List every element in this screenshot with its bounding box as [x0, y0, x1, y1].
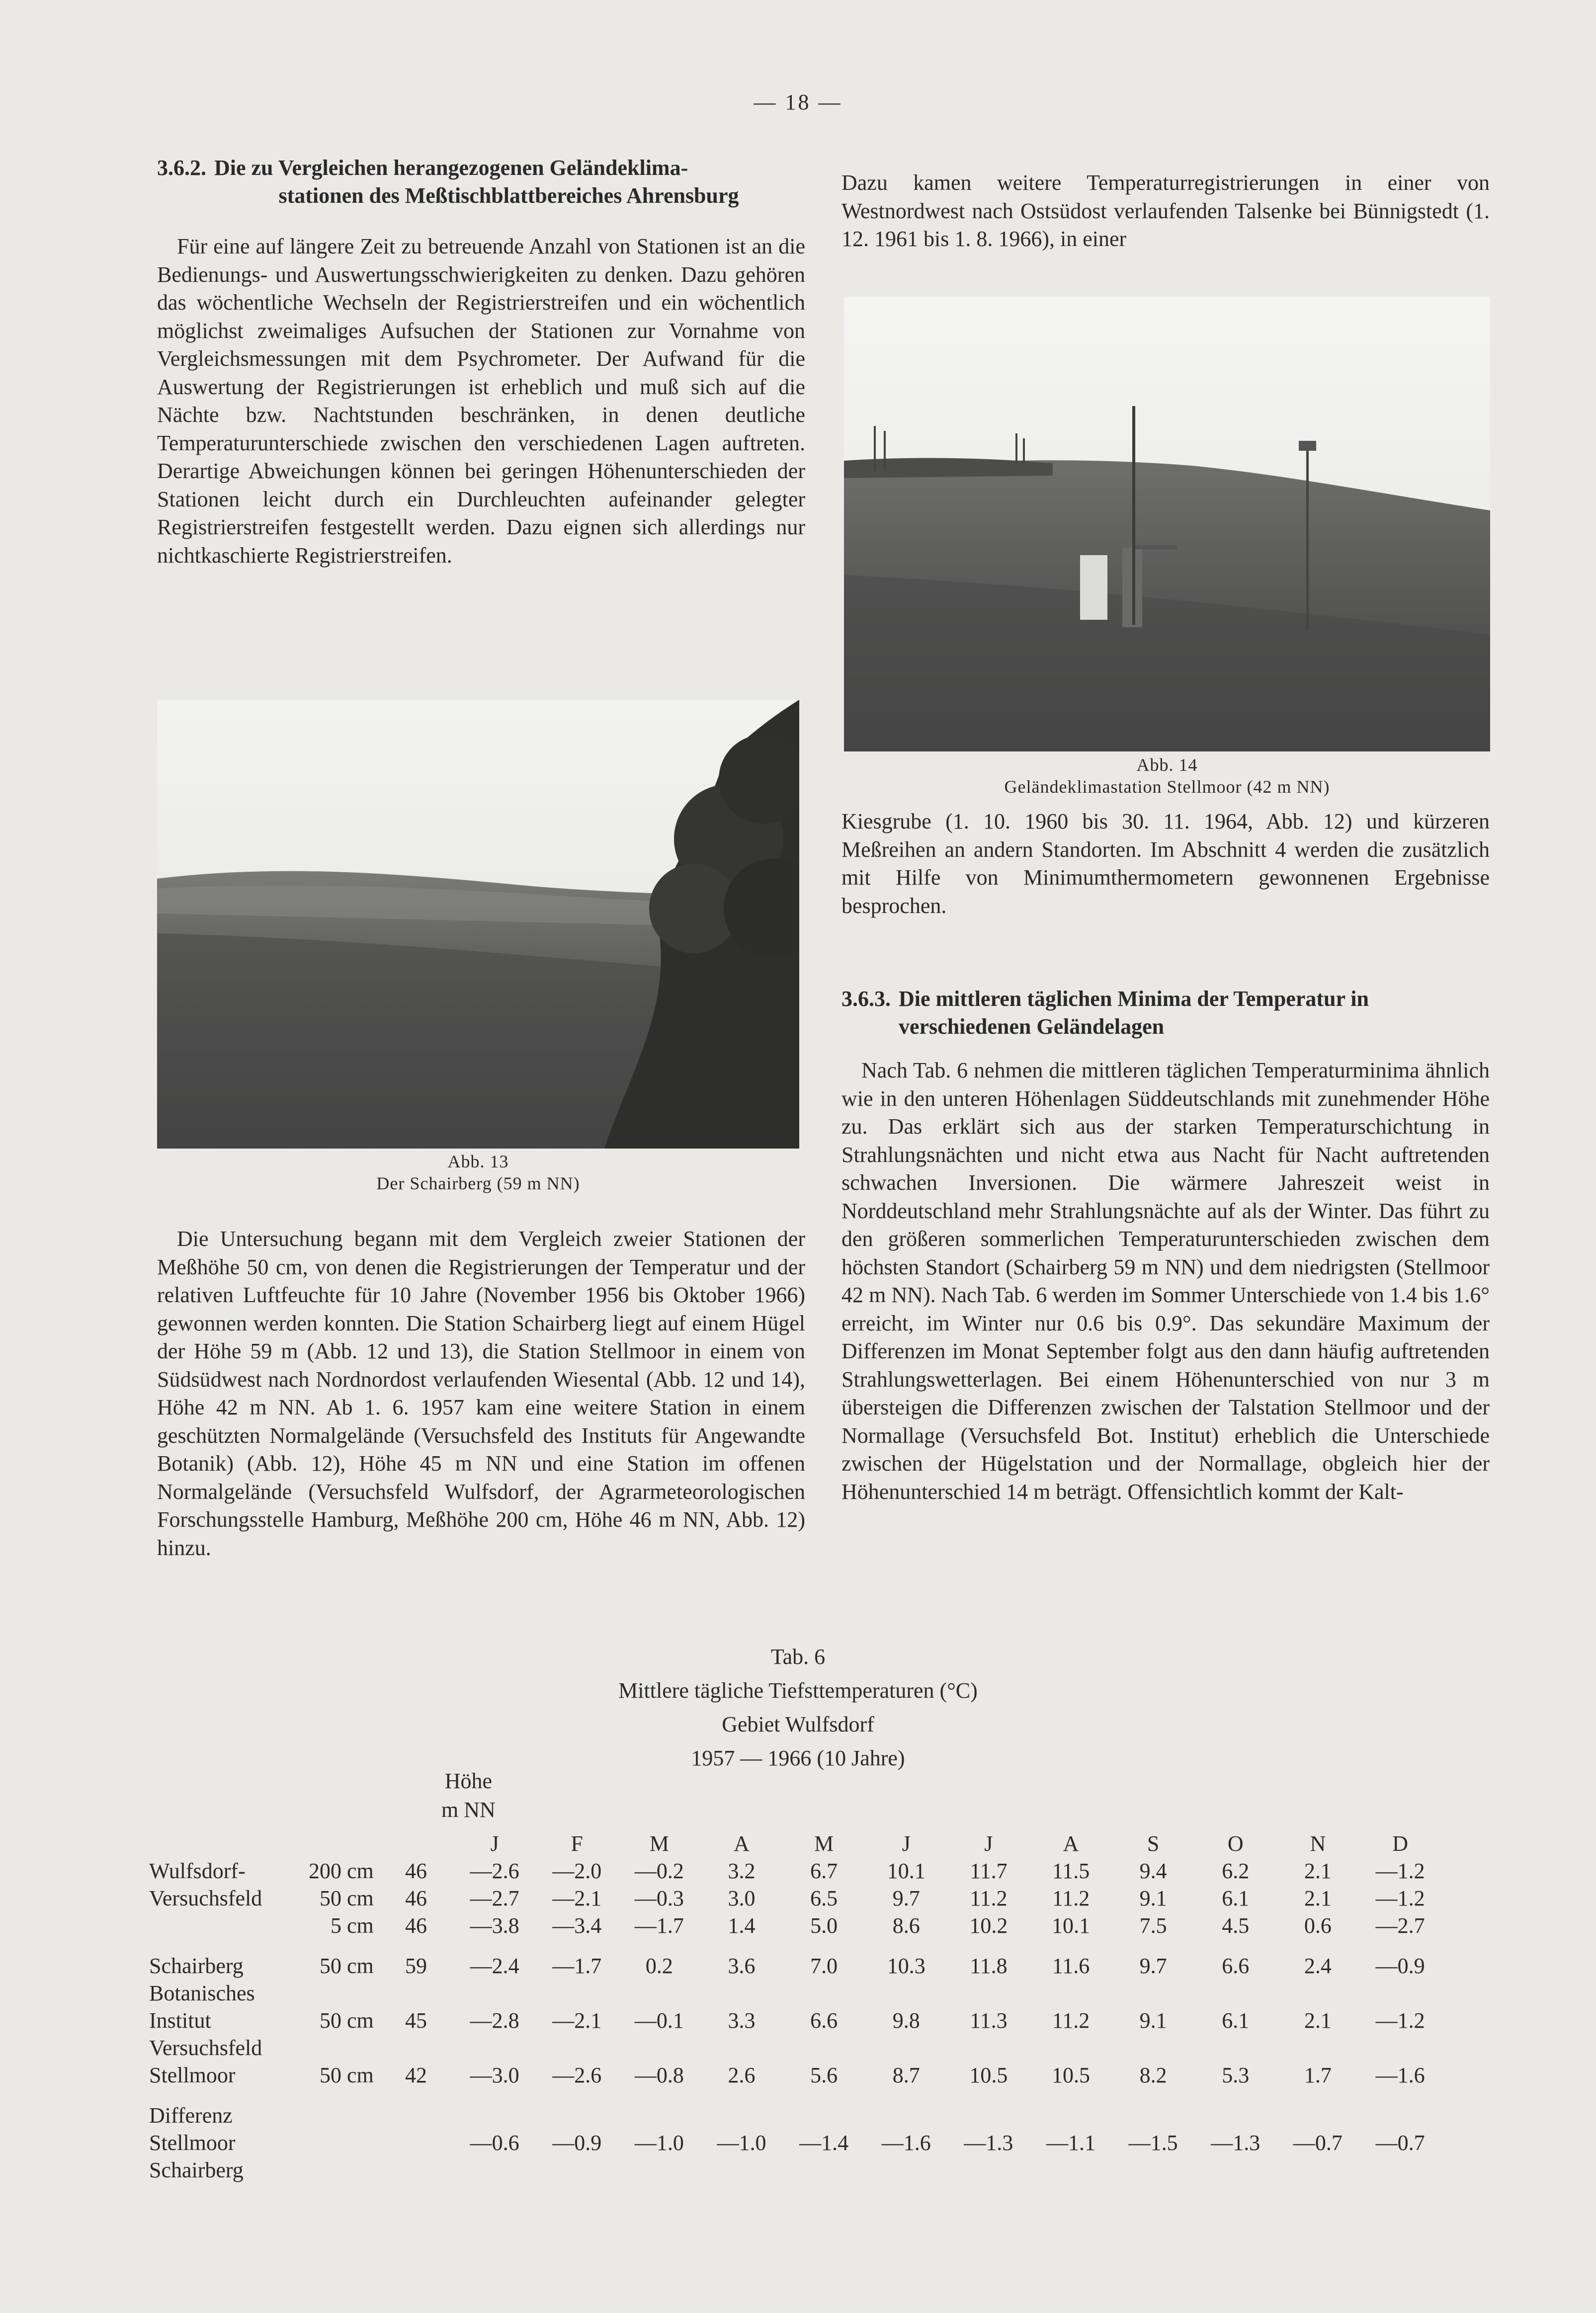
table-title: Mittlere tägliche Tiefsttemperaturen (°C) [618, 1678, 978, 1703]
table-cell [947, 2101, 1030, 2128]
table-header-row [149, 1829, 1441, 1856]
table-cell: 9.4 [1139, 1859, 1167, 1883]
station-label: Schairberg [149, 1954, 244, 1978]
table-cell [1030, 1979, 1112, 2006]
table-cell: 7.0 [810, 1954, 838, 1978]
station-label [149, 1911, 304, 1938]
table-cell: 6.1 [1222, 1886, 1250, 1910]
table-cell: 10.1 [887, 1859, 925, 1883]
station-label: Schairberg [149, 2158, 244, 2182]
table-cell [1194, 2155, 1277, 2183]
station-label: Stellmoor [149, 2131, 236, 2155]
month-header: S [1147, 1831, 1160, 1856]
table-row [149, 1911, 1441, 1938]
month-header: M [649, 1831, 669, 1856]
table-cell [783, 2101, 865, 2128]
table-cell: 3.3 [728, 2008, 756, 2033]
section-title-line2: stationen des Meßtischblattbereiches Ahrensburg [278, 183, 739, 208]
table-cell: 1.4 [728, 1913, 756, 1938]
month-header: N [1310, 1831, 1326, 1856]
table-cell: —1.3 [964, 2131, 1013, 2155]
table-cell: 9.8 [892, 2008, 920, 2033]
table-cell: 11.3 [970, 2008, 1008, 2033]
left-column-para1 [157, 233, 805, 570]
station-altitude: 42 [405, 2063, 427, 2087]
table-row [149, 2155, 1441, 2183]
table-cell: 0.2 [645, 1954, 673, 1978]
hill-landscape-image [157, 700, 799, 1149]
month-header: D [1392, 1831, 1408, 1856]
table-row [149, 1856, 1441, 1884]
table-cell [700, 2101, 783, 2128]
table-cell [783, 2155, 865, 2183]
station-altitude: 59 [405, 1954, 427, 1978]
table-cell [1277, 2101, 1359, 2128]
measurement-height [304, 2155, 379, 2183]
table-cell [865, 2101, 947, 2128]
table-cell [536, 2033, 618, 2061]
table-row [149, 2006, 1441, 2033]
table-cell: —2.6 [552, 2063, 602, 2087]
table-cell: 11.2 [1052, 2008, 1090, 2033]
table-cell: 6.5 [810, 1886, 838, 1910]
table-row [149, 2033, 1441, 2061]
table-cell [453, 2033, 536, 2061]
table-cell [1277, 1979, 1359, 2006]
body-paragraph: Für eine auf längere Zeit zu betreuende Anzahl von Stationen ist an die Bedienungs- und Auswertungsschwierigkeiten zu denken. Dazu gehören das wöchentliche Wechseln der Registrierstreifen und ein wöchentlich möglichst zweimaliges Aufsuchen der Stationen zur Vornahme von Vergleichsmessungen mit dem Psychrometer. Der Aufwand für die Auswertung der Registrierungen ist erheblich und muß sich auf die Nächte bzw. Nachtstunden beschränken, in denen deutliche Temperaturunterschiede zwischen den verschiedenen Lagen auftreten. Derartige Abweichungen können bei geringen Höhenunterschieden der Stationen leicht durch ein Durchleuchten aufeinander gelegter Registrierstreifen festgestellt werden. Dazu eignen sich allerdings nur nichtkaschierte Registrierstreifen. [157, 234, 805, 568]
table-cell: 2.1 [1304, 2008, 1332, 2033]
figure-14-photo [844, 297, 1490, 751]
height-header-line2: m NN [441, 1798, 496, 1822]
table-cell: —0.9 [552, 2131, 602, 2155]
table-cell [700, 1979, 783, 2006]
station-altitude: 46 [405, 1859, 427, 1883]
table-cell [700, 2155, 783, 2183]
table-row [149, 1951, 1441, 1979]
table-cell: 9.1 [1139, 1886, 1167, 1910]
figure-caption-text: Der Schairberg (59 m NN) [376, 1173, 580, 1193]
month-header: F [571, 1831, 584, 1856]
station-altitude: 46 [405, 1886, 427, 1910]
table-cell [453, 1979, 536, 2006]
station-altitude [379, 2155, 454, 2183]
table-cell: —1.2 [1375, 1886, 1425, 1910]
table-cell: 8.7 [892, 2063, 920, 2087]
table-period: 1957 — 1966 (10 Jahre) [691, 1746, 905, 1770]
section-number: 3.6.2. [157, 156, 206, 180]
month-header: O [1227, 1831, 1244, 1856]
table-cell: —0.2 [634, 1859, 684, 1883]
table-cell: —1.5 [1128, 2131, 1178, 2155]
body-paragraph: Nach Tab. 6 nehmen die mittleren täglichen Temperaturminima ähnlich wie in den unteren Höhenlagen Süddeutschlands mit zunehmender Höhe zu. Das erklärt sich aus der starken Temperaturschichtung in Strahlungsnächten und nicht etwa aus Nacht für Nacht auftretenden schwachen Inversionen. Die wärmere Jahreszeit weist in Norddeutschland mehr Strahlungsnächte auf als der Winter. Das führt zu den größeren sommerlichen Temperaturunterschieden zwischen dem höchsten Standort (Schairberg 59 m NN) und dem niedrigsten (Stellmoor 42 m NN). Nach Tab. 6 werden im Sommer Unterschiede von 1.4 bis 1.6° erreicht, im Winter nur 0.6 bis 0.9°. Das sekundäre Maximum der Differenzen im Monat September folgt aus den dann häufig auftretenden Strahlungswetterlagen. Bei einem Höhenunterschied von nur 3 m übersteigen die Differenzen zwischen der Talstation Stellmoor und der Normallage (Versuchsfeld Bot. Institut) erheblich die Unterschiede zwischen der Hügelstation und der Normallage, obgleich hier der Höhenunterschied 14 m beträgt. Offensichtlich kommt der Kalt- [841, 1058, 1490, 1504]
measurement-height [304, 2101, 379, 2128]
table-cell: 0.6 [1304, 1913, 1332, 1938]
table-cell [1359, 2033, 1441, 2061]
table-cell: 10.5 [1052, 2063, 1091, 2087]
measurement-height: 50 cm [320, 1886, 374, 1910]
month-header: A [1063, 1831, 1079, 1856]
month-header: J [902, 1831, 911, 1856]
table-cell [1277, 2033, 1359, 2061]
table-cell: 9.7 [1139, 1954, 1167, 1978]
table-cell [1194, 1979, 1277, 2006]
table-cell: —0.7 [1293, 2131, 1343, 2155]
table-cell: 8.6 [892, 1913, 920, 1938]
measurement-height: 200 cm [309, 1859, 374, 1883]
measurement-height [304, 2128, 379, 2155]
table-cell [947, 1979, 1030, 2006]
figure-label: Abb. 14 [1136, 755, 1198, 775]
table-cell [1359, 2101, 1441, 2128]
table-cell: —1.0 [634, 2131, 684, 2155]
measurement-height: 50 cm [320, 2063, 374, 2087]
figure-13-caption [157, 1151, 799, 1194]
height-header-line1: Höhe [444, 1769, 493, 1793]
table-cell: —0.3 [634, 1886, 684, 1910]
table-cell: 2.1 [1304, 1886, 1332, 1910]
table-cell: —1.2 [1375, 1859, 1425, 1883]
table-cell [618, 2155, 701, 2183]
table-cell: —2.0 [552, 1859, 602, 1883]
table-label: Tab. 6 [770, 1645, 826, 1669]
table-cell: 6.6 [1222, 1954, 1250, 1978]
table-cell: 5.6 [810, 2063, 838, 2087]
station-label: Stellmoor [149, 2063, 236, 2087]
table-row [149, 2128, 1441, 2155]
row-spacer [149, 1938, 1441, 1951]
table-cell: 6.6 [810, 2008, 838, 2033]
section-heading-3-6-3 [841, 985, 1490, 1041]
table-cell: 11.5 [1052, 1859, 1090, 1883]
row-spacer [149, 2088, 1441, 2101]
table-row [149, 1884, 1441, 1911]
table-cell: —1.6 [1375, 2063, 1425, 2087]
height-column-header [441, 1767, 496, 1824]
table-cell: —2.1 [552, 1886, 602, 1910]
table-cell [1030, 2155, 1112, 2183]
table-row [149, 2101, 1441, 2128]
table-cell: 10.5 [969, 2063, 1008, 2087]
table-cell: 9.7 [892, 1886, 920, 1910]
month-header: J [490, 1831, 499, 1856]
table-cell [1030, 2033, 1112, 2061]
table-cell: 1.7 [1304, 2063, 1332, 2087]
table-cell [1030, 2101, 1112, 2128]
body-paragraph: Kiesgrube (1. 10. 1960 bis 30. 11. 1964, Abb. 12) und kürzeren Meßreihen an andern Standorten. Im Abschnitt 4 werden die zusätzlich mit Hilfe von Minimumthermometern gewonnenen Ergebnisse besprochen. [841, 809, 1490, 918]
figure-13-photo [157, 700, 799, 1149]
table-cell [618, 2033, 701, 2061]
table-cell: 11.7 [970, 1859, 1008, 1883]
temperature-table [149, 1829, 1441, 2183]
table-cell: —2.6 [470, 1859, 519, 1883]
table-cell: 11.2 [970, 1886, 1008, 1910]
right-column-para2 [841, 808, 1490, 920]
station-label: Versuchsfeld [149, 2036, 262, 2060]
station-altitude [379, 1979, 454, 2006]
left-column-para2 [157, 1225, 805, 1562]
table-cell [1277, 2155, 1359, 2183]
table-cell: 3.0 [728, 1886, 756, 1910]
table-cell: 9.1 [1139, 2008, 1167, 2033]
measurement-height [304, 1979, 379, 2006]
table-cell [783, 2033, 865, 2061]
table-cell: 11.2 [1052, 1886, 1090, 1910]
table-cell [1359, 2155, 1441, 2183]
page-number: — 18 — [754, 90, 842, 114]
station-label: Institut [149, 2008, 211, 2033]
table-cell: —1.7 [634, 1913, 684, 1938]
table-cell: 6.7 [810, 1859, 838, 1883]
table-cell: 6.1 [1222, 2008, 1250, 2033]
weather-station-image [844, 297, 1490, 751]
measurement-height: 5 cm [331, 1913, 374, 1938]
table-cell: 3.2 [728, 1859, 756, 1883]
table-cell [1194, 2101, 1277, 2128]
body-paragraph: Dazu kamen weitere Temperaturregistrierungen in einer von Westnordwest nach Ostsüdost verlaufenden Talsenke bei Bünnigstedt (1. 12. 1961 bis 1. 8. 1966), in einer [841, 170, 1490, 251]
table-cell [1194, 2033, 1277, 2061]
table-cell [453, 2155, 536, 2183]
table-cell: —1.4 [799, 2131, 849, 2155]
table-cell [536, 1979, 618, 2006]
table-cell: —1.1 [1046, 2131, 1096, 2155]
month-header: M [814, 1831, 834, 1856]
table-cell: —2.4 [470, 1954, 519, 1978]
table-cell [536, 2101, 618, 2128]
station-altitude [379, 2101, 454, 2128]
table-cell: —1.6 [881, 2131, 931, 2155]
figure-14-caption [844, 754, 1490, 798]
table-cell [1112, 2033, 1194, 2061]
station-altitude: 46 [405, 1913, 427, 1938]
table-cell [1112, 2155, 1194, 2183]
station-label: Differenz [149, 2103, 233, 2128]
table-cell: 3.6 [728, 1954, 756, 1978]
table-cell: 2.1 [1304, 1859, 1332, 1883]
measurement-height [304, 2033, 379, 2061]
table-cell [1112, 1979, 1194, 2006]
table-cell: —0.1 [634, 2008, 684, 2033]
table-cell: 2.4 [1304, 1954, 1332, 1978]
table-cell: —2.7 [470, 1886, 519, 1910]
table-cell: —0.6 [470, 2131, 519, 2155]
table-cell: 11.6 [1052, 1954, 1090, 1978]
table-row [149, 2061, 1441, 2088]
section-title-line1: Die mittleren täglichen Minima der Temperatur in [899, 987, 1369, 1011]
table-cell [618, 2101, 701, 2128]
table-cell [1112, 2101, 1194, 2128]
right-column-para1 [841, 169, 1490, 253]
section-number: 3.6.3. [841, 987, 891, 1011]
figure-label: Abb. 13 [447, 1152, 509, 1171]
figure-caption-text: Geländeklimastation Stellmoor (42 m NN) [1004, 777, 1330, 797]
table-cell [453, 2101, 536, 2128]
section-title-line1: Die zu Vergleichen herangezogenen Geländeklima- [214, 156, 688, 180]
table-row [149, 1979, 1441, 2006]
section-heading-3-6-2 [157, 154, 803, 210]
table-cell [947, 2033, 1030, 2061]
table-cell: 10.3 [887, 1954, 925, 1978]
table-cell: —1.2 [1375, 2008, 1425, 2033]
table-cell [865, 1979, 947, 2006]
body-paragraph: Die Untersuchung begann mit dem Vergleich zweier Stationen der Meßhöhe 50 cm, von denen die Registrierungen der Temperatur und der relativen Luftfeuchte für 10 Jahre (November 1956 bis Oktober 1966) gewonnen werden konnten. Die Station Schairberg liegt auf einem Hügel der Höhe 59 m (Abb. 12 und 13), die Station Stellmoor in einem von Südsüdwest nach Nordnordost verlaufenden Wiesental (Abb. 12 und 14), Höhe 42 m NN. Ab 1. 6. 1957 kam eine weitere Station in einem geschützten Normalgelände (Versuchsfeld des Instituts für Angewandte Botanik) (Abb. 12), Höhe 45 m NN und eine Station im offenen Normalgelände (Versuchsfeld Wulfsdorf, der Agrarmeteorologischen Forschungsstelle Hamburg, Meßhöhe 200 cm, Höhe 46 m NN, Abb. 12) hinzu. [157, 1227, 805, 1560]
table-cell: 4.5 [1222, 1913, 1250, 1938]
measurement-height: 50 cm [320, 2008, 374, 2033]
table-cell [865, 2155, 947, 2183]
table-cell [783, 1979, 865, 2006]
table-cell: —1.3 [1211, 2131, 1260, 2155]
table-cell: —2.1 [552, 2008, 602, 2033]
month-header: A [734, 1831, 750, 1856]
station-label: Wulfsdorf- [149, 1859, 246, 1883]
table-cell: 5.0 [810, 1913, 838, 1938]
table-cell: 11.8 [970, 1954, 1008, 1978]
station-label: Botanisches [149, 1981, 255, 2005]
table-cell: 8.2 [1139, 2063, 1167, 2087]
table-cell [700, 2033, 783, 2061]
table-cell: —1.7 [552, 1954, 602, 1978]
table-cell [1359, 1979, 1441, 2006]
station-altitude: 45 [405, 2008, 427, 2033]
right-column-para3 [841, 1057, 1490, 1506]
station-altitude [379, 2033, 454, 2061]
table-cell: 10.1 [1052, 1913, 1091, 1938]
table-cell: —0.8 [634, 2063, 684, 2087]
table-cell: —0.9 [1375, 1954, 1425, 1978]
table-cell: —1.0 [717, 2131, 766, 2155]
section-title-line2: verschiedenen Geländelagen [899, 1014, 1165, 1039]
table-cell [865, 2033, 947, 2061]
table-6-heading [0, 1640, 1596, 1775]
table-cell: 5.3 [1222, 2063, 1250, 2087]
station-label: Versuchsfeld [149, 1886, 262, 1910]
table-cell: —0.7 [1375, 2131, 1425, 2155]
table-cell: 7.5 [1139, 1913, 1167, 1938]
table-cell: —3.8 [470, 1913, 519, 1938]
table-cell: 10.2 [969, 1913, 1008, 1938]
table-cell [947, 2155, 1030, 2183]
table-cell [536, 2155, 618, 2183]
table-cell [618, 1979, 701, 2006]
table-cell: —2.8 [470, 2008, 519, 2033]
table-cell: —2.7 [1375, 1913, 1425, 1938]
month-header: J [984, 1831, 993, 1856]
measurement-height: 50 cm [320, 1954, 374, 1978]
table-subtitle: Gebiet Wulfsdorf [722, 1712, 874, 1736]
table-cell: —3.0 [470, 2063, 519, 2087]
station-altitude [379, 2128, 454, 2155]
table-cell: 6.2 [1222, 1859, 1250, 1883]
table-cell: —3.4 [552, 1913, 602, 1938]
table-cell: 2.6 [728, 2063, 756, 2087]
